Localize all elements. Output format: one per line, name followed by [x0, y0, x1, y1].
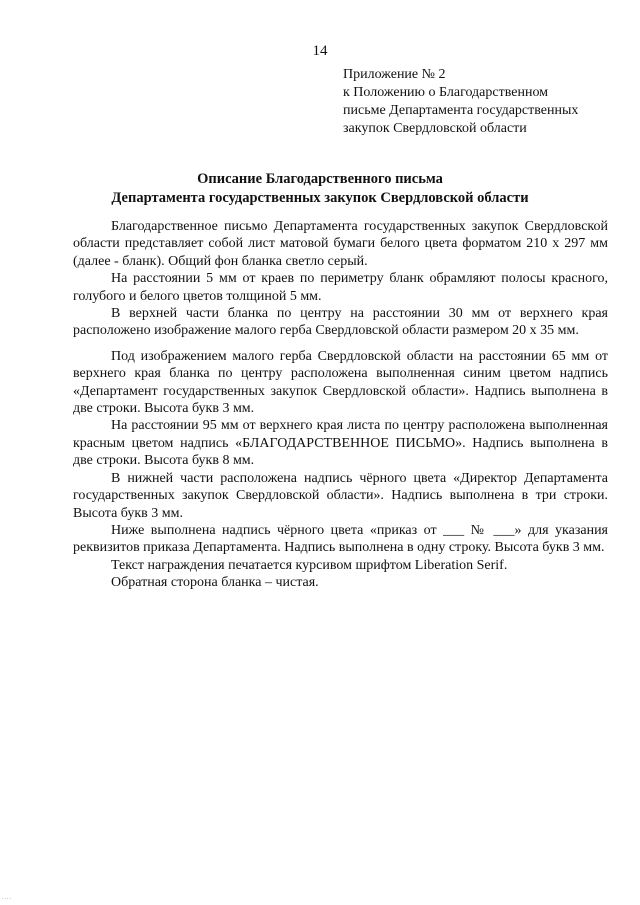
- appendix-line: Приложение № 2: [343, 67, 446, 82]
- paragraph: Обратная сторона бланка – чистая.: [111, 575, 319, 591]
- appendix-line: к Положению о Благодарственном: [343, 85, 549, 100]
- paragraph: Текст награждения печатается курсивом шрифтом Liberation Serif.: [111, 557, 508, 573]
- document-title: [0, 170, 640, 208]
- document-body: [73, 218, 608, 592]
- paragraph: Благодарственное письмо Департамента государственных закупок Свердловской области представляет собой лист матовой бумаги белого цвета форматом 210 х 297 мм (далее - бланк). Общий фон бланка светло серый.: [73, 219, 608, 269]
- appendix-line: закупок Свердловской области: [343, 121, 527, 136]
- corner-mark: ....: [2, 895, 12, 901]
- paragraph: В нижней части расположена надпись чёрного цвета «Директор Департамента государственных закупок Свердловской области». Надпись выполнена в три строки. Высота букв 3 мм.: [73, 470, 608, 521]
- paragraph: В верхней части бланка по центру на расстоянии 30 мм от верхнего края расположено изображение малого герба Свердловской области размером 20 х 35 мм.: [73, 306, 608, 339]
- page-number: 14: [312, 43, 328, 59]
- title-line: Описание Благодарственного письма: [197, 171, 443, 187]
- paragraph: На расстоянии 95 мм от верхнего края листа по центру расположена выполненная красным цветом надпись «БЛАГОДАРСТВЕННОЕ ПИСЬМО». Надпись выполнена в две строки. Высота букв 8 мм.: [73, 418, 608, 469]
- paragraph: Под изображением малого герба Свердловской области на расстоянии 65 мм от верхнего края бланка по центру расположена выполненная синим цветом надпись «Департамент государственных закупок Свердловской области». Надпись выполнена в две строки. Высота букв 3 мм.: [73, 348, 608, 417]
- paragraph: На расстоянии 5 мм от краев по периметру бланк обрамляют полосы красного, голубого и белого цветов толщиной 5 мм.: [73, 271, 608, 304]
- title-line: Департамента государственных закупок Свердловской области: [111, 190, 529, 206]
- appendix-reference: [343, 66, 578, 138]
- paragraph: Ниже выполнена надпись чёрного цвета «приказ от ___ № ___» для указания реквизитов приказа Департамента. Надпись выполнена в одну строку. Высота букв 3 мм.: [73, 522, 608, 556]
- appendix-line: письме Департамента государственных: [343, 103, 579, 118]
